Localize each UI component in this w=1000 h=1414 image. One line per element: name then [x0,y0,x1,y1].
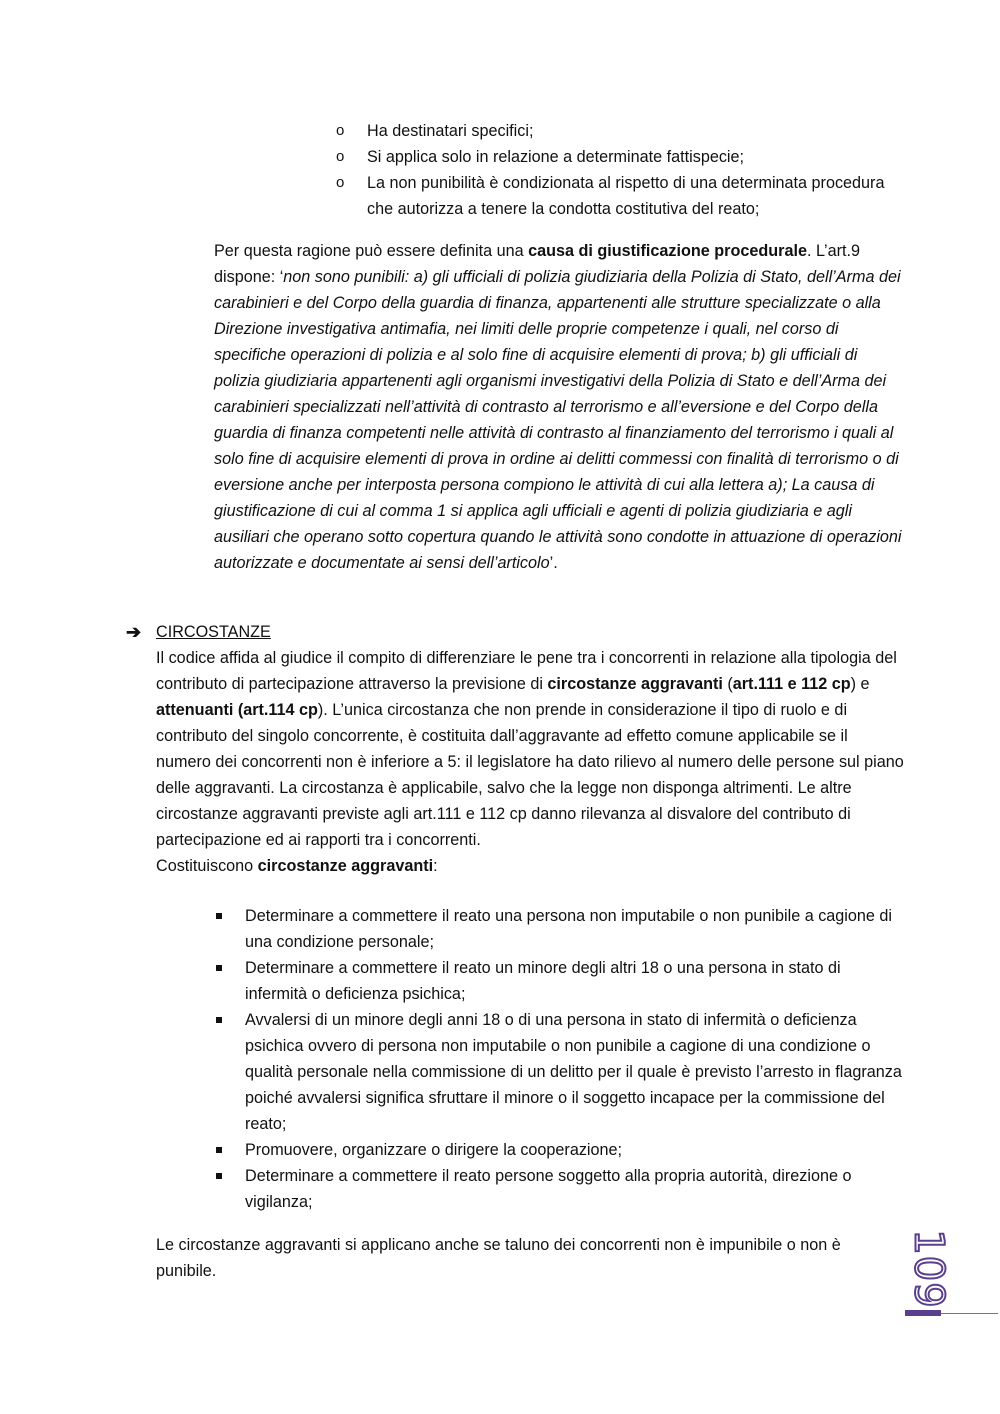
circle-bullet-icon: o [336,148,345,165]
square-bullet-icon [216,913,222,919]
list-item: Determinare a commettere il reato persone soggetto alla propria autorità, direzione o vigilanza; [214,1163,904,1215]
list-item: Determinare a commettere il reato una persona non imputabile o non punibile a cagione di una condizione personale; [214,903,904,955]
page-number: 109 [906,1229,953,1309]
list-item: o Si applica solo in relazione a determinate fattispecie; [336,144,896,170]
arrow-right-icon: ➔ [126,622,142,642]
page-number-underline [905,1310,941,1316]
list-item: o La non punibilità è condizionata al rispetto di una determinata procedura che autorizza a tenere la condotta costitutiva del reato; [336,170,896,222]
page-number-rule [941,1313,998,1314]
art9-paragraph: Per questa ragione può essere definita una causa di giustificazione procedurale. L’art.9 dispone: ‘non sono punibili: a) gli ufficiali di polizia giudiziaria della Polizia di Stato, dell’Arma dei carabinieri e del Corpo della guardia di finanza, appartenenti alle strutture specializzate o alla Direzione investigativa antimafia, nei limiti delle proprie competenze i quali, nel corso di specifiche operazioni di polizia e al solo fine di acquisire elementi di prova; b) gli ufficiali di polizia giudiziaria appartenenti agli organismi investigativi della Polizia di Stato e dell’Arma dei carabinieri specializzati nell’attività di contrasto al terrorismo e all’eversione e del Corpo della guardia di finanza competenti nelle attività di contrasto al finanziamento del terrorismo i quali al solo fine di acquisire elementi di prova in ordine ai delitti commessi con finalità di terrorismo o di eversione anche per interposta persona compiono le attività di cui alla lettera a); La causa di giustificazione di cui al comma 1 si applica agli ufficiali e agenti di polizia giudiziaria e agli ausiliari che operano sotto copertura quando le attività sono condotte in attuazione di operazioni autorizzate e documentate ai sensi dell’articolo’. [214,242,902,572]
list-item: Determinare a commettere il reato un minore degli altri 18 o una persona in stato di infermità o deficienza psichica; [214,955,904,1007]
final-paragraph: Le circostanze aggravanti si applicano anche se taluno dei concorrenti non è impunibile o non è punibile. [156,1236,841,1280]
square-bullet-icon [216,1017,222,1023]
italic-quote: non sono punibili: a) gli ufficiali di polizia giudiziaria della Polizia di Stato, dell’Arma dei carabinieri e del Corpo della guardia di finanza, appartenenti alle strutture specializzate o alla Direzione investigativa antimafia, nei limiti delle proprie competenze i quali, nel corso di specifiche operazioni di polizia e al solo fine di acquisire elementi di prova; b) gli ufficiali di polizia giudiziaria appartenenti agli organismi investigativi della Polizia di Stato e dell’Arma dei carabinieri specializzati nell’attività di contrasto al terrorismo e all’eversione e del Corpo della guardia di finanza competenti nelle attività di contrasto al finanziamento del terrorismo i quali al solo fine di acquisire elementi di prova in ordine ai delitti commessi con finalità di terrorismo o di eversione anche per interposta persona compiono le attività di cui alla lettera a); La causa di giustificazione di cui al comma 1 si applica agli ufficiali e agenti di polizia giudiziaria e agli ausiliari che operano sotto copertura quando le attività sono condotte in attuazione di operazioni autorizzate e documentate ai sensi dell’articolo [214,268,902,572]
square-bullet-icon [216,1147,222,1153]
bold-term: causa di giustificazione procedurale [528,242,807,260]
circle-bullet-icon: o [336,122,345,139]
square-bullet-icon [216,1173,222,1179]
circostanze-paragraph: Il codice affida al giudice il compito di differenziare le pene tra i concorrenti in relazione alla tipologia del contributo di partecipazione attraverso la previsione di circostanze aggravanti (art.111 e 112 cp) e attenuanti (art.114 cp). L’unica circostanza che non prende in considerazione il tipo di ruolo e di contributo del singolo concorrente, è costituita dall’aggravante ad effetto comune applicabile se il numero dei concorrenti non è inferiore a 5: il legislatore ha dato rilievo al numero delle persone sul piano delle aggravanti. La circostanza è applicabile, salvo che la legge non disponga altrimenti. Le altre circostanze aggravanti previste agli art.111 e 112 cp danno rilevanza al disvalore del contributo di partecipazione ed ai rapporti tra i concorrenti. Costituiscono circostanze aggravanti: [156,649,904,875]
list-item: Promuovere, organizzare o dirigere la cooperazione; [214,1137,904,1163]
aggravanti-list [214,903,904,1215]
list-item: o Ha destinatari specifici; [336,118,896,144]
list-item: Avvalersi di un minore degli anni 18 o di una persona in stato di infermità o deficienza psichica ovvero di persona non imputabile o non punibile a cagione di una condizione o qualità personale nella commissione di un delitto per il quale è previsto l’arresto in flagranza poiché avvalersi significa sfruttare il minore o il soggetto incapace per la commissione del reato; [214,1007,904,1137]
circle-bullet-icon: o [336,174,345,191]
square-bullet-icon [216,965,222,971]
procedure-features-list [336,118,896,222]
section-heading: CIRCOSTANZE [156,623,271,641]
